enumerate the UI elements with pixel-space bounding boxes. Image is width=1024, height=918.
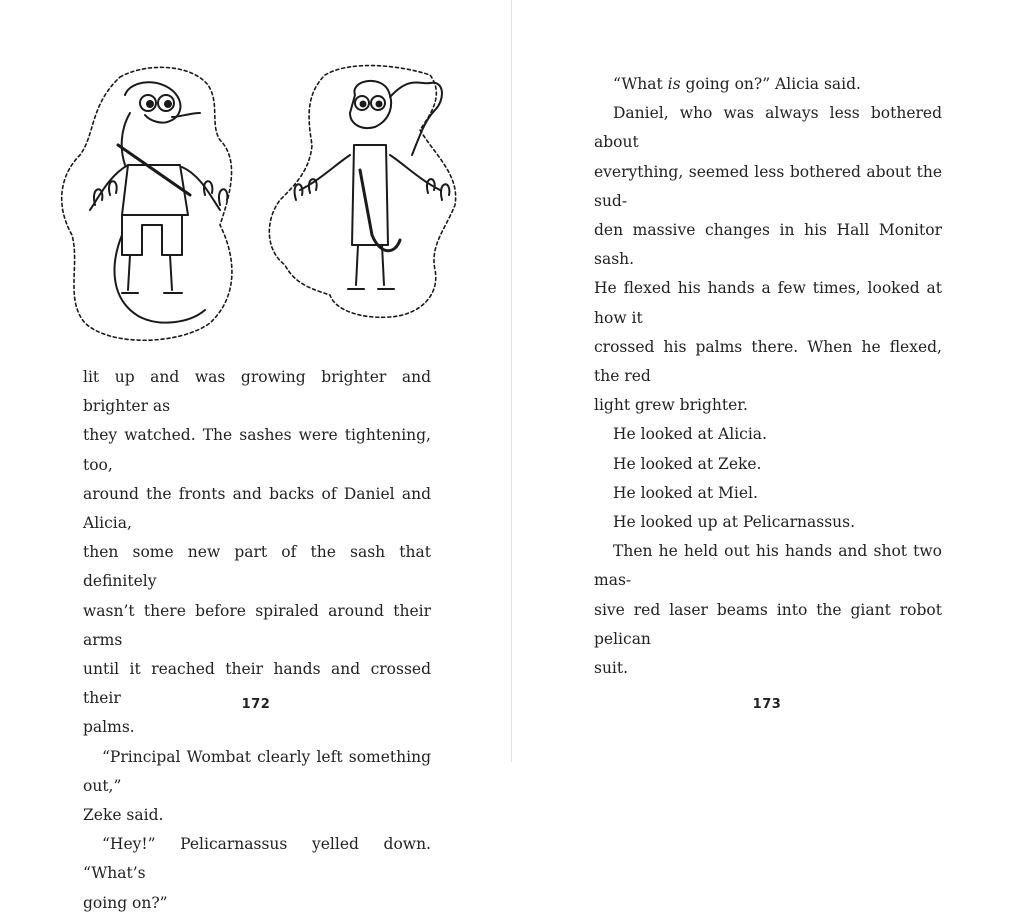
text-line: den massive changes in his Hall Monitor sash. — [594, 221, 942, 269]
text-line: wasn’t there before spiraled around their arms — [83, 601, 431, 649]
paragraph — [83, 363, 431, 743]
text-line: He flexed his hands a few times, looked at how it — [594, 279, 942, 327]
text-line: around the fronts and backs of Daniel and Alicia, — [83, 484, 431, 533]
emphasized-word: is — [667, 75, 681, 93]
text-line: lit up and was growing brighter and brighter as — [83, 368, 431, 416]
paragraph — [594, 450, 942, 479]
text-line: everything, seemed less bothered about the sud- — [594, 162, 942, 210]
paragraph — [594, 508, 942, 537]
page-number: 173 — [752, 697, 782, 712]
text-line: until it reached their hands and crossed their — [83, 660, 431, 708]
left-character-salamander — [90, 82, 227, 322]
text-line: Zeke said. — [83, 806, 164, 825]
left-page-body-text — [83, 363, 431, 918]
page-number: 172 — [241, 697, 271, 712]
text-line: then some new part of the sash that definitely — [83, 543, 431, 591]
text-line: He looked at Miel. — [613, 483, 758, 502]
paragraph — [83, 830, 431, 918]
paragraph — [594, 479, 942, 508]
text-run: going on?” Alicia said. — [680, 75, 861, 93]
text-line: “Principal Wombat clearly left something out,” — [83, 747, 431, 795]
paragraph — [594, 99, 942, 420]
paragraph — [594, 70, 942, 99]
text-line: He looked at Zeke. — [613, 454, 762, 473]
book-gutter — [511, 0, 512, 762]
text-line: suit. — [594, 659, 629, 678]
paragraph — [594, 537, 942, 683]
text-line: light grew brighter. — [594, 396, 748, 415]
right-character-lizard — [295, 81, 450, 289]
text-line: sive red laser beams into the giant robot pelican — [594, 600, 942, 648]
text-run: “What — [613, 75, 668, 93]
text-line: Daniel, who was always less bothered about — [594, 104, 942, 152]
text-line: crossed his palms there. When he flexed, the red — [594, 337, 942, 386]
paragraph — [83, 743, 431, 831]
text-line: He looked at Alicia. — [613, 425, 767, 444]
text-line: Then he held out his hands and shot two mas- — [594, 542, 942, 590]
paragraph — [594, 420, 942, 449]
text-line: palms. — [83, 718, 135, 737]
two-characters-glowing-illustration — [50, 55, 470, 345]
right-page-body-text — [594, 70, 942, 683]
text-line: “Hey!” Pelicarnassus yelled down. “What’s — [83, 835, 431, 883]
text-line: they watched. The sashes were tightening, too, — [83, 426, 431, 474]
text-line: going on?” — [83, 893, 168, 912]
text-line: He looked up at Pelicarnassus. — [613, 513, 856, 532]
